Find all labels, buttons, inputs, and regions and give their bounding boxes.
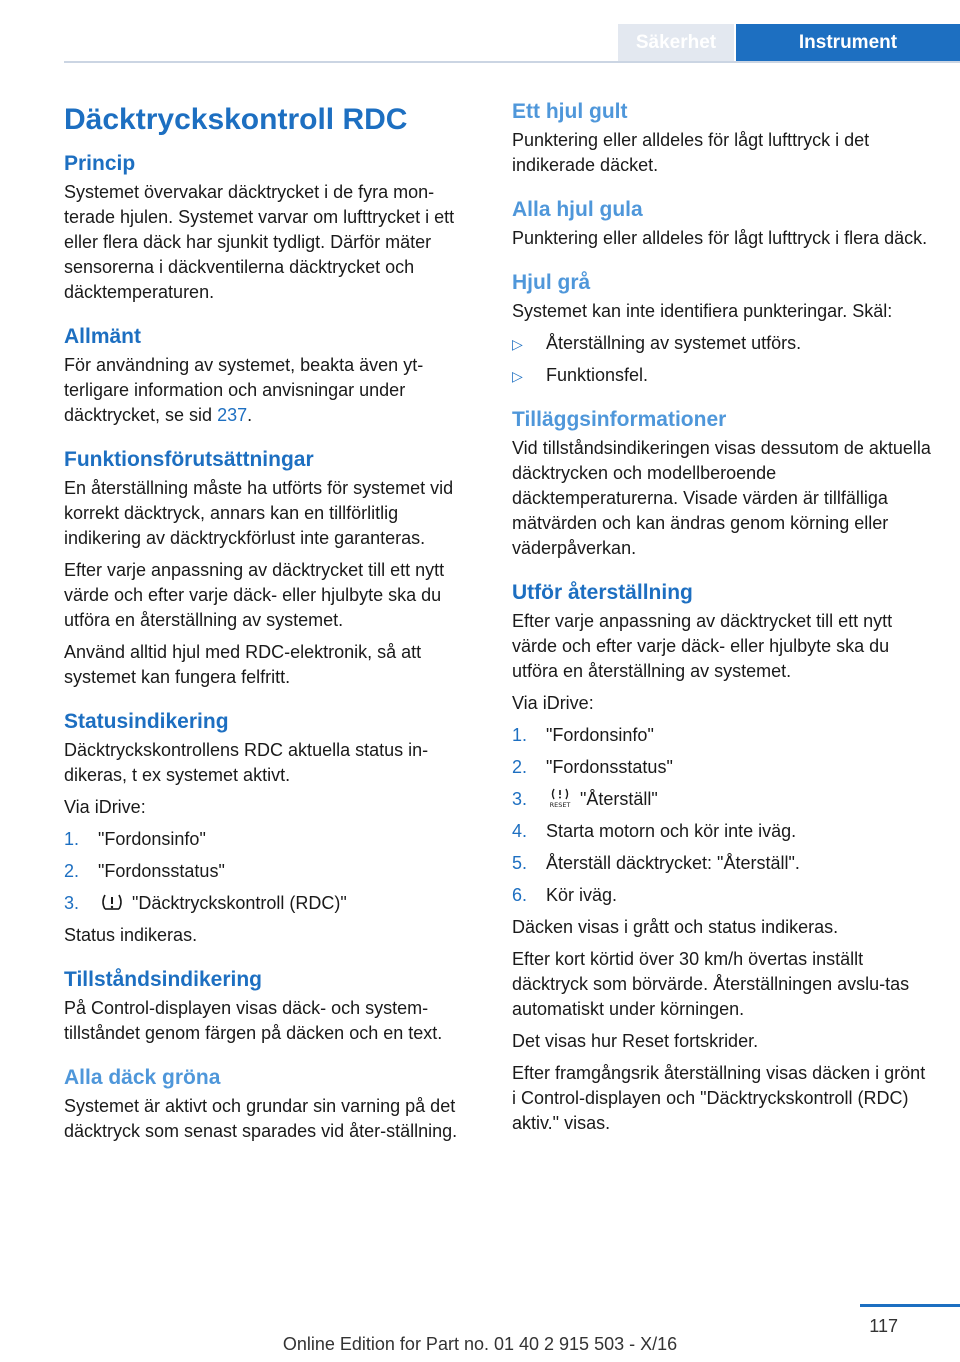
tire-reset-icon [546, 788, 574, 808]
list-item: 2. "Fordonsstatus" [64, 861, 225, 881]
edition-footer: Online Edition for Part no. 01 40 2 915 503 - X/16 [282, 1334, 678, 1354]
right-column [512, 98, 932, 1143]
list-item: 4. Starta motorn och kör inte iväg. [512, 821, 797, 841]
reset-text-6: Efter framgångsrik återställning visas däcken i grönt i Control-displayen och "Däcktryckskontroll (RDC) aktiv." visas. [512, 1063, 926, 1133]
list-item: 6. Kör iväg. [512, 885, 618, 905]
allmant-heading: Allmänt [64, 325, 142, 348]
tillstand-text: På Control-displayen visas däck- och system-tillståndet genom färgen på däcken och en text. [64, 998, 443, 1043]
funktion-text-1: En återställning måste ha utförts för systemet vid korrekt däcktryck, annars kan en tillförlitlig indikering av däcktryckförlust inte garanteras. [64, 478, 454, 548]
princip-text: Systemet övervakar däcktrycket i de fyra mon-terade hjulen. Systemet varvar om lufttrycket i ett eller flera däck har sjunkit tydligt. Därför mäter sensorerna i däckventilerna däcktrycket och däcktemperaturen. [64, 182, 455, 302]
gron-text: Systemet är aktivt och grundar sin varning på det däcktryck som senast sparades vid åter-ställning. [64, 1096, 458, 1141]
list-item: ▷ Återställning av systemet utförs. [512, 331, 932, 356]
left-column [64, 98, 474, 1151]
reset-text-3: Däcken visas i grått och status indikeras. [512, 917, 839, 937]
reset-heading: Utför återställning [512, 581, 693, 604]
reset-steps [512, 723, 932, 908]
bullet-triangle-icon: ▷ [512, 336, 523, 352]
reset-text: Efter varje anpassning av däcktrycket till ett nytt värde och efter varje däck- eller hjulbyte ska du utföra en återställning av systemet. [512, 611, 893, 681]
reset-text-5: Det visas hur Reset fortskrider. [512, 1031, 759, 1051]
list-item: ▷ Funktionsfel. [512, 363, 932, 388]
funktion-text-2: Efter varje anpassning av däcktrycket till ett nytt värde och efter varje däck- eller hjulbyte ska du utföra en återställning av systemet. [64, 560, 445, 630]
footer-rule [860, 1304, 960, 1307]
status-result: Status indikeras. [64, 925, 198, 945]
gra-text: Systemet kan inte identifiera punkteringar. Skäl: [512, 301, 893, 321]
princip-heading: Princip [64, 152, 136, 175]
bullet-triangle-icon: ▷ [512, 368, 523, 384]
gra-heading: Hjul grå [512, 271, 591, 294]
reset-via: Via iDrive: [512, 693, 594, 713]
ett-gult-text: Punktering eller alldeles för lågt lufttryck i det indikerade däcket. [512, 130, 870, 175]
list-item: 3. "Däcktryckskontroll (RDC)" [64, 893, 347, 913]
list-item: 2. "Fordonsstatus" [512, 757, 673, 777]
tillagg-heading: Tilläggsinformationer [512, 408, 727, 431]
gra-bullets [512, 331, 932, 388]
svg-text:RESET: RESET [549, 801, 571, 808]
status-heading: Statusindikering [64, 710, 229, 733]
list-item: 1. "Fordonsinfo" [64, 829, 206, 849]
list-item: 5. Återställ däcktrycket: "Återställ". [512, 853, 800, 873]
tillagg-text: Vid tillståndsindikeringen visas dessutom de aktuella däcktrycken och modellberoende däcktemperaturerna. Visade värden är tillfälliga mätvärden och kan ändras genom körning eller väderpåverkan. [512, 438, 931, 558]
alla-gula-text: Punktering eller alldeles för lågt lufttryck i flera däck. [512, 228, 928, 248]
page-number: 117 [869, 1316, 898, 1336]
tab-sakerhet[interactable]: Säkerhet [618, 24, 734, 62]
page-link-237[interactable]: 237 [217, 405, 248, 425]
reset-text-4: Efter kort körtid över 30 km/h övertas inställt däcktryck som börvärde. Återställningen avslu-tas automatiskt under körningen. [512, 949, 910, 1019]
funktion-heading: Funktionsförutsättningar [64, 448, 314, 471]
header-rule [64, 61, 960, 63]
page-title: Däcktryckskontroll RDC [64, 103, 408, 136]
alla-gula-heading: Alla hjul gula [512, 198, 643, 221]
tab-instrument[interactable]: Instrument [736, 24, 960, 62]
funktion-text-3: Använd alltid hjul med RDC-elektronik, så att systemet kan fungera felfritt. [64, 642, 422, 687]
list-item: 1. "Fordonsinfo" [512, 725, 654, 745]
allmant-text: För användning av systemet, beakta även yt-terligare information och anvisningar under däcktrycket, se sid 237. [64, 355, 424, 425]
status-text: Däcktryckskontrollens RDC aktuella status in-dikeras, t ex systemet aktivt. [64, 740, 429, 785]
status-steps [64, 827, 474, 916]
ett-gult-heading: Ett hjul gult [512, 100, 628, 123]
status-via: Via iDrive: [64, 797, 146, 817]
tire-pressure-icon [98, 892, 126, 912]
tillstand-heading: Tillståndsindikering [64, 968, 262, 991]
list-item: 3. RESET "Återställ" [512, 789, 658, 809]
gron-heading: Alla däck gröna [64, 1066, 221, 1089]
